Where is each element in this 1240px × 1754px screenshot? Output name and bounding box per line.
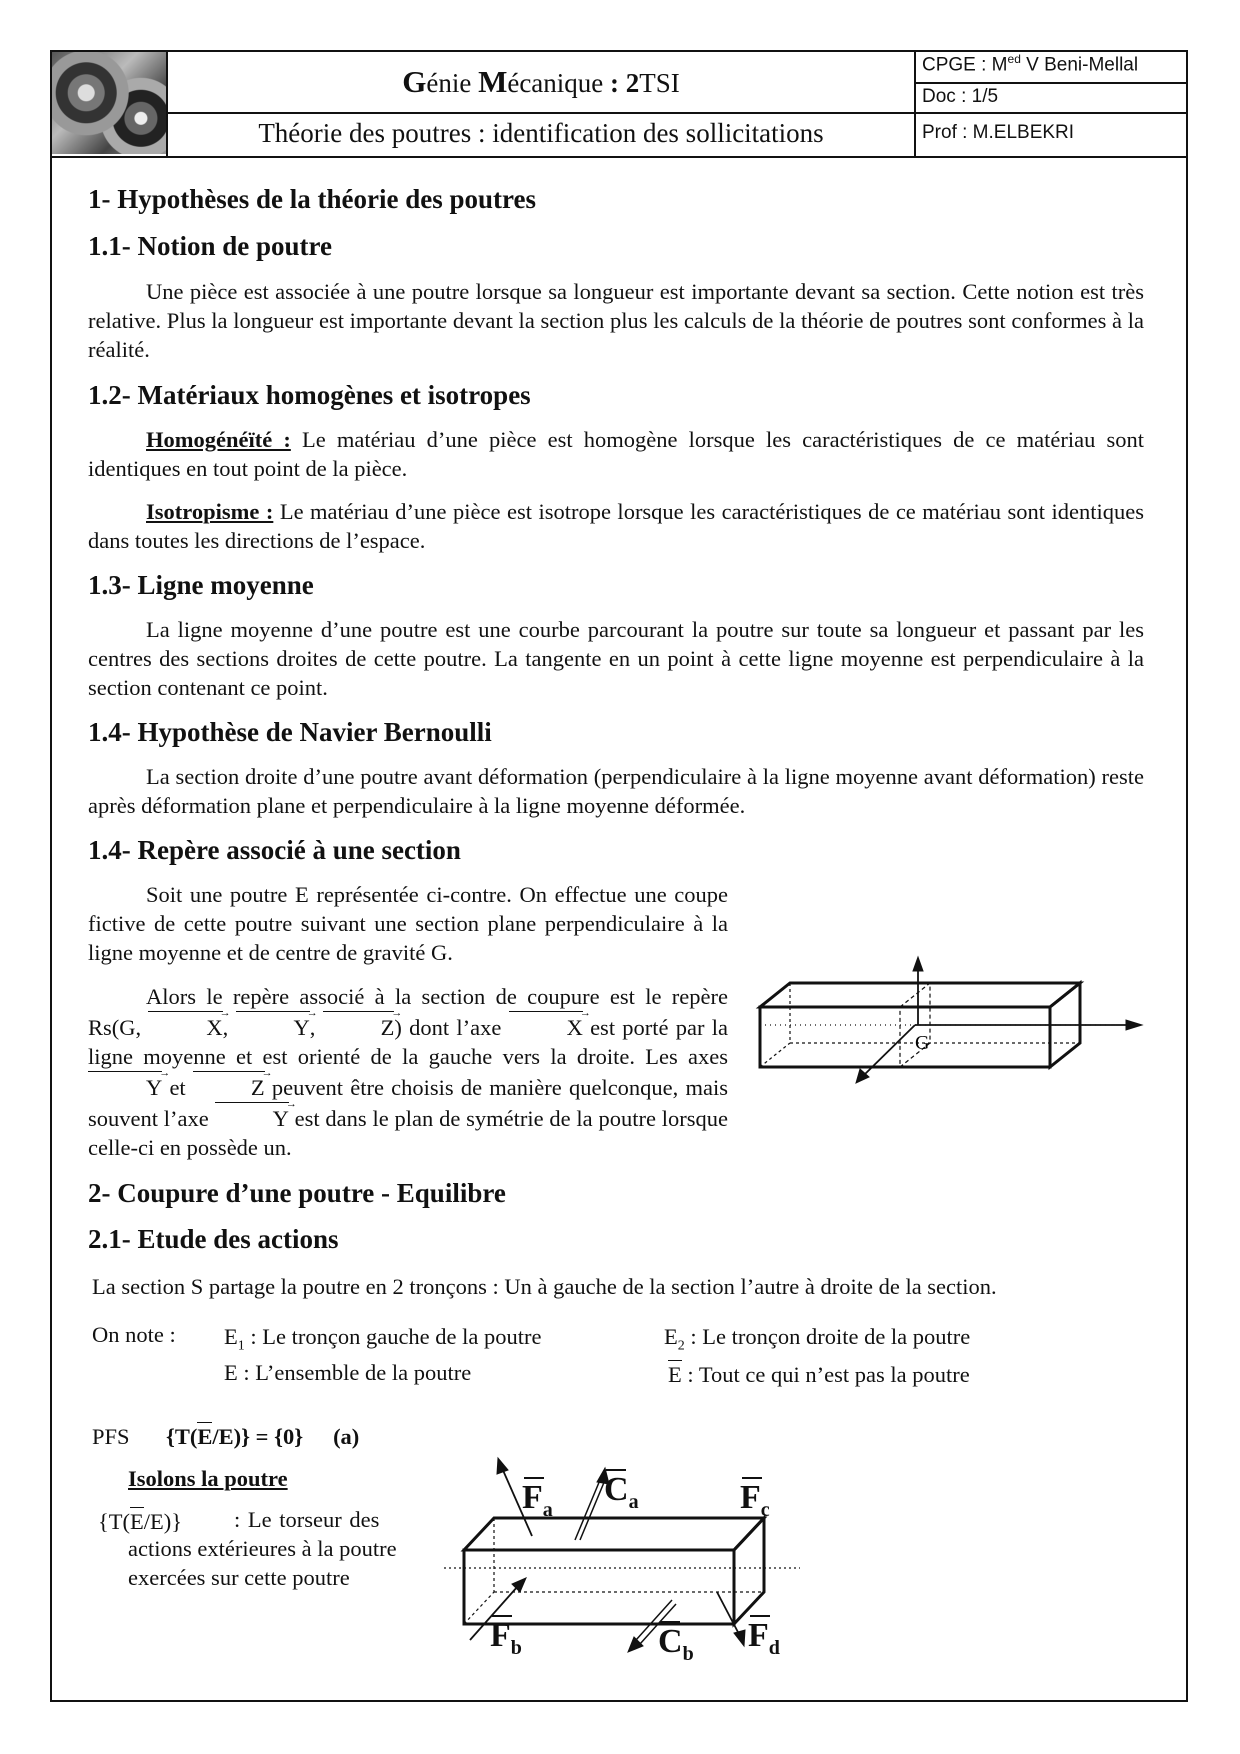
cb-label: $C_b$ (658, 1623, 694, 1665)
beam2-top-face (464, 1518, 764, 1550)
cpge-label: CPGE : $M^{ed}$ V Beni-Mellal (922, 52, 1139, 76)
section-2-1-intro: La section S partage la poutre en 2 tronçons : Un à gauche de la section l’autre à droite de la section. (92, 1274, 997, 1299)
section-1-3-title: 1.3- Ligne moyenne (88, 570, 314, 600)
torseur-text-3: exercées sur cette poutre (128, 1565, 350, 1590)
fc-label: $F_c$ (740, 1479, 770, 1521)
prof-name: Prof : M.ELBEKRI (922, 122, 1075, 143)
isolons-heading: Isolons la poutre (128, 1466, 288, 1491)
fd-label: $F_d$ (748, 1617, 780, 1659)
beam-actions-figure (440, 1440, 820, 1670)
fd-arrow (717, 1592, 740, 1636)
pfs-equation: {T(E/E)} = {0} (a) (166, 1424, 360, 1449)
document-subtitle: Théorie des poutres : identification des sollicitations (258, 118, 824, 148)
beam-top-face (760, 983, 1080, 1007)
gears-logo (52, 52, 166, 154)
section-1-4b-text2: Alors le repère associé à la section de coupure est le repère Rs(G, X →, Y →, Z →) dont l’axe X → est porté par la ligne moyenne et est orienté de la gauche vers la droite. Les axes Y → et Z → peuvent être choisis de manière quelconque, mais souvent l’axe Y → est dans le plan de symétrie de la poutre lorsque celle-ci en possède un. (88, 982, 728, 1162)
pfs-label: PFS (92, 1424, 130, 1449)
beam-front-face (760, 1007, 1050, 1067)
section-1-3-text: La ligne moyenne d’une poutre est une courbe parcourant la poutre sur toute sa longueur et passant par les centres des sections droites de cette poutre. La tangente en un point à cette ligne moyenne est perpendiculaire à la section contenant ce point. (88, 617, 1144, 700)
homogeneity-paragraph: Homogénéïté : Le matériau d’une pièce est homogène lorsque les caractéristiques de ce matériau sont identiques en tout point de la pièce. (88, 427, 1144, 481)
course-title: Génie Mécanique : 2TSI (402, 64, 680, 99)
ca-label: $C_a$ (604, 1471, 639, 1513)
section-frame-figure (750, 955, 1150, 1095)
doc-page: Doc : 1/5 (922, 86, 999, 107)
torseur-text-2: actions extérieures à la poutre (128, 1536, 397, 1561)
fa-label: $F_a$ (522, 1479, 553, 1521)
section-1-4b-text1: Soit une poutre E représentée ci-contre. On effectue une coupe fictive de cette poutre suivant une section plane perpendiculaire à la ligne moyenne et de centre de gravité G. (88, 882, 728, 965)
torseur-text-1: : Le torseur des (234, 1507, 380, 1532)
document-header (50, 50, 1188, 158)
g-label: G (915, 1032, 930, 1054)
e2-definition: $E_2$ : Le tronçon droite de la poutre (664, 1324, 971, 1354)
on-note-label: On note : (92, 1322, 176, 1347)
ebar-definition: E : Tout ce qui n’est pas la poutre (668, 1362, 970, 1387)
beam2-end-face (734, 1518, 764, 1624)
section-2-1-title: 2.1- Etude des actions (88, 1224, 339, 1254)
e1-definition: $E_1$ : Le tronçon gauche de la poutre (224, 1324, 542, 1354)
section-1-4b-title: 1.4- Repère associé à une section (88, 835, 461, 865)
torseur-symbol: {T(E/E)} (98, 1509, 183, 1534)
section-1-4a-title: 1.4- Hypothèse de Navier Bernoulli (88, 717, 492, 747)
section-2-title: 2- Coupure d’une poutre - Equilibre (88, 1178, 506, 1208)
e-definition: E : L’ensemble de la poutre (224, 1360, 472, 1385)
beam2-front-face (464, 1550, 734, 1624)
section-1-4a-text: La section droite d’une poutre avant déformation (perpendiculaire à la ligne moyenne avant déformation) reste après déformation plane et perpendiculaire à la ligne moyenne déformée. (88, 764, 1144, 818)
section-1-title: 1- Hypothèses de la théorie des poutres (88, 184, 536, 214)
isotropy-paragraph: Isotropisme : Le matériau d’une pièce est isotrope lorsque les caractéristiques de ce matériau sont identiques dans toutes les directions de l’espace. (88, 499, 1144, 553)
section-1-2-title: 1.2- Matériaux homogènes et isotropes (88, 380, 531, 410)
section-1-1-text: Une pièce est associée à une poutre lorsque sa longueur est importante devant sa section. Cette notion est très relative. Plus la longueur est importante devant la section plus les calculs de la théorie de poutres sont conformes à la réalité. (88, 279, 1144, 362)
fb-label: $F_b$ (490, 1617, 522, 1659)
section-1-1-title: 1.1- Notion de poutre (88, 231, 333, 261)
ca-arrow (575, 1480, 600, 1540)
z-axis-arrow (862, 1025, 915, 1077)
